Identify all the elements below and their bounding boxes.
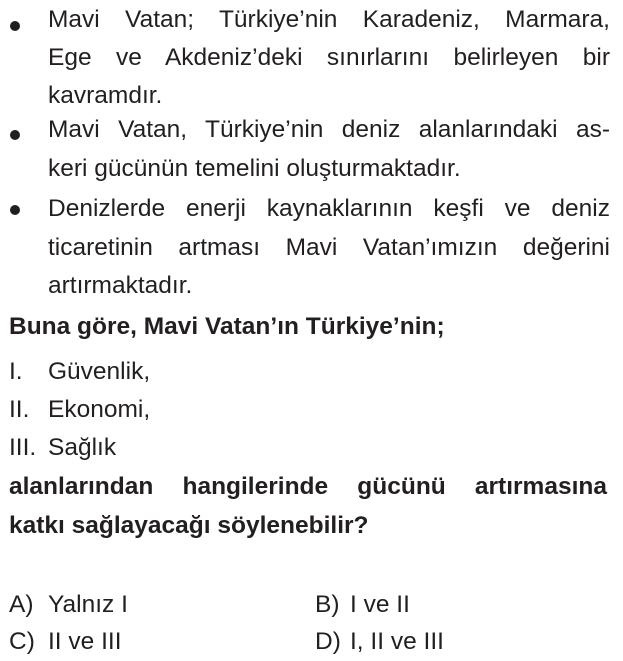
option-c-letter: C) [9, 628, 35, 655]
option-c-text: II ve III [48, 628, 122, 655]
bullet-dot-icon [10, 205, 20, 215]
question-item-1-label: I. [9, 358, 23, 385]
question-item-3-label: III. [9, 434, 37, 461]
question-item-2-text: Ekonomi, [48, 396, 151, 423]
bullet-dot-icon [10, 130, 20, 140]
bullet-2-line-2: keri gücünün temelini oluşturmaktadır. [48, 155, 461, 182]
question-prompt-line-2: katkı sağlayacağı söylenebilir? [9, 512, 369, 539]
question-prompt-line-1: alanlarından hangilerinde gücünü artırmasına [9, 473, 607, 500]
option-d-letter: D) [315, 628, 341, 655]
option-a-letter: A) [9, 591, 34, 618]
question-stem: Buna göre, Mavi Vatan’ın Türkiye’nin; [9, 313, 445, 340]
bullet-1-line-3: kavramdır. [48, 82, 163, 109]
bullet-3-line-2: ticaretinin artması Mavi Vatan’ımızın değerini [48, 234, 610, 261]
bullet-dot-icon [10, 21, 20, 31]
option-b-text: I ve II [350, 591, 410, 618]
option-a-text: Yalnız I [48, 591, 128, 618]
bullet-1-line-1: Mavi Vatan; Türkiye’nin Karadeniz, Marmara, [48, 6, 610, 33]
option-d-text: I, II ve III [350, 628, 444, 655]
question-item-1-text: Güvenlik, [48, 358, 151, 385]
bullet-3-line-1: Denizlerde enerji kaynaklarının keşfi ve deniz [48, 195, 610, 222]
option-b-letter: B) [315, 591, 340, 618]
question-item-2-label: II. [9, 396, 30, 423]
bullet-1-line-2: Ege ve Akdeniz’deki sınırlarını belirleyen bir [48, 44, 610, 71]
bullet-3-line-3: artırmaktadır. [48, 272, 193, 299]
bullet-2-line-1: Mavi Vatan, Türkiye’nin deniz alanlarındaki as- [48, 116, 610, 143]
question-item-3-text: Sağlık [48, 434, 117, 461]
